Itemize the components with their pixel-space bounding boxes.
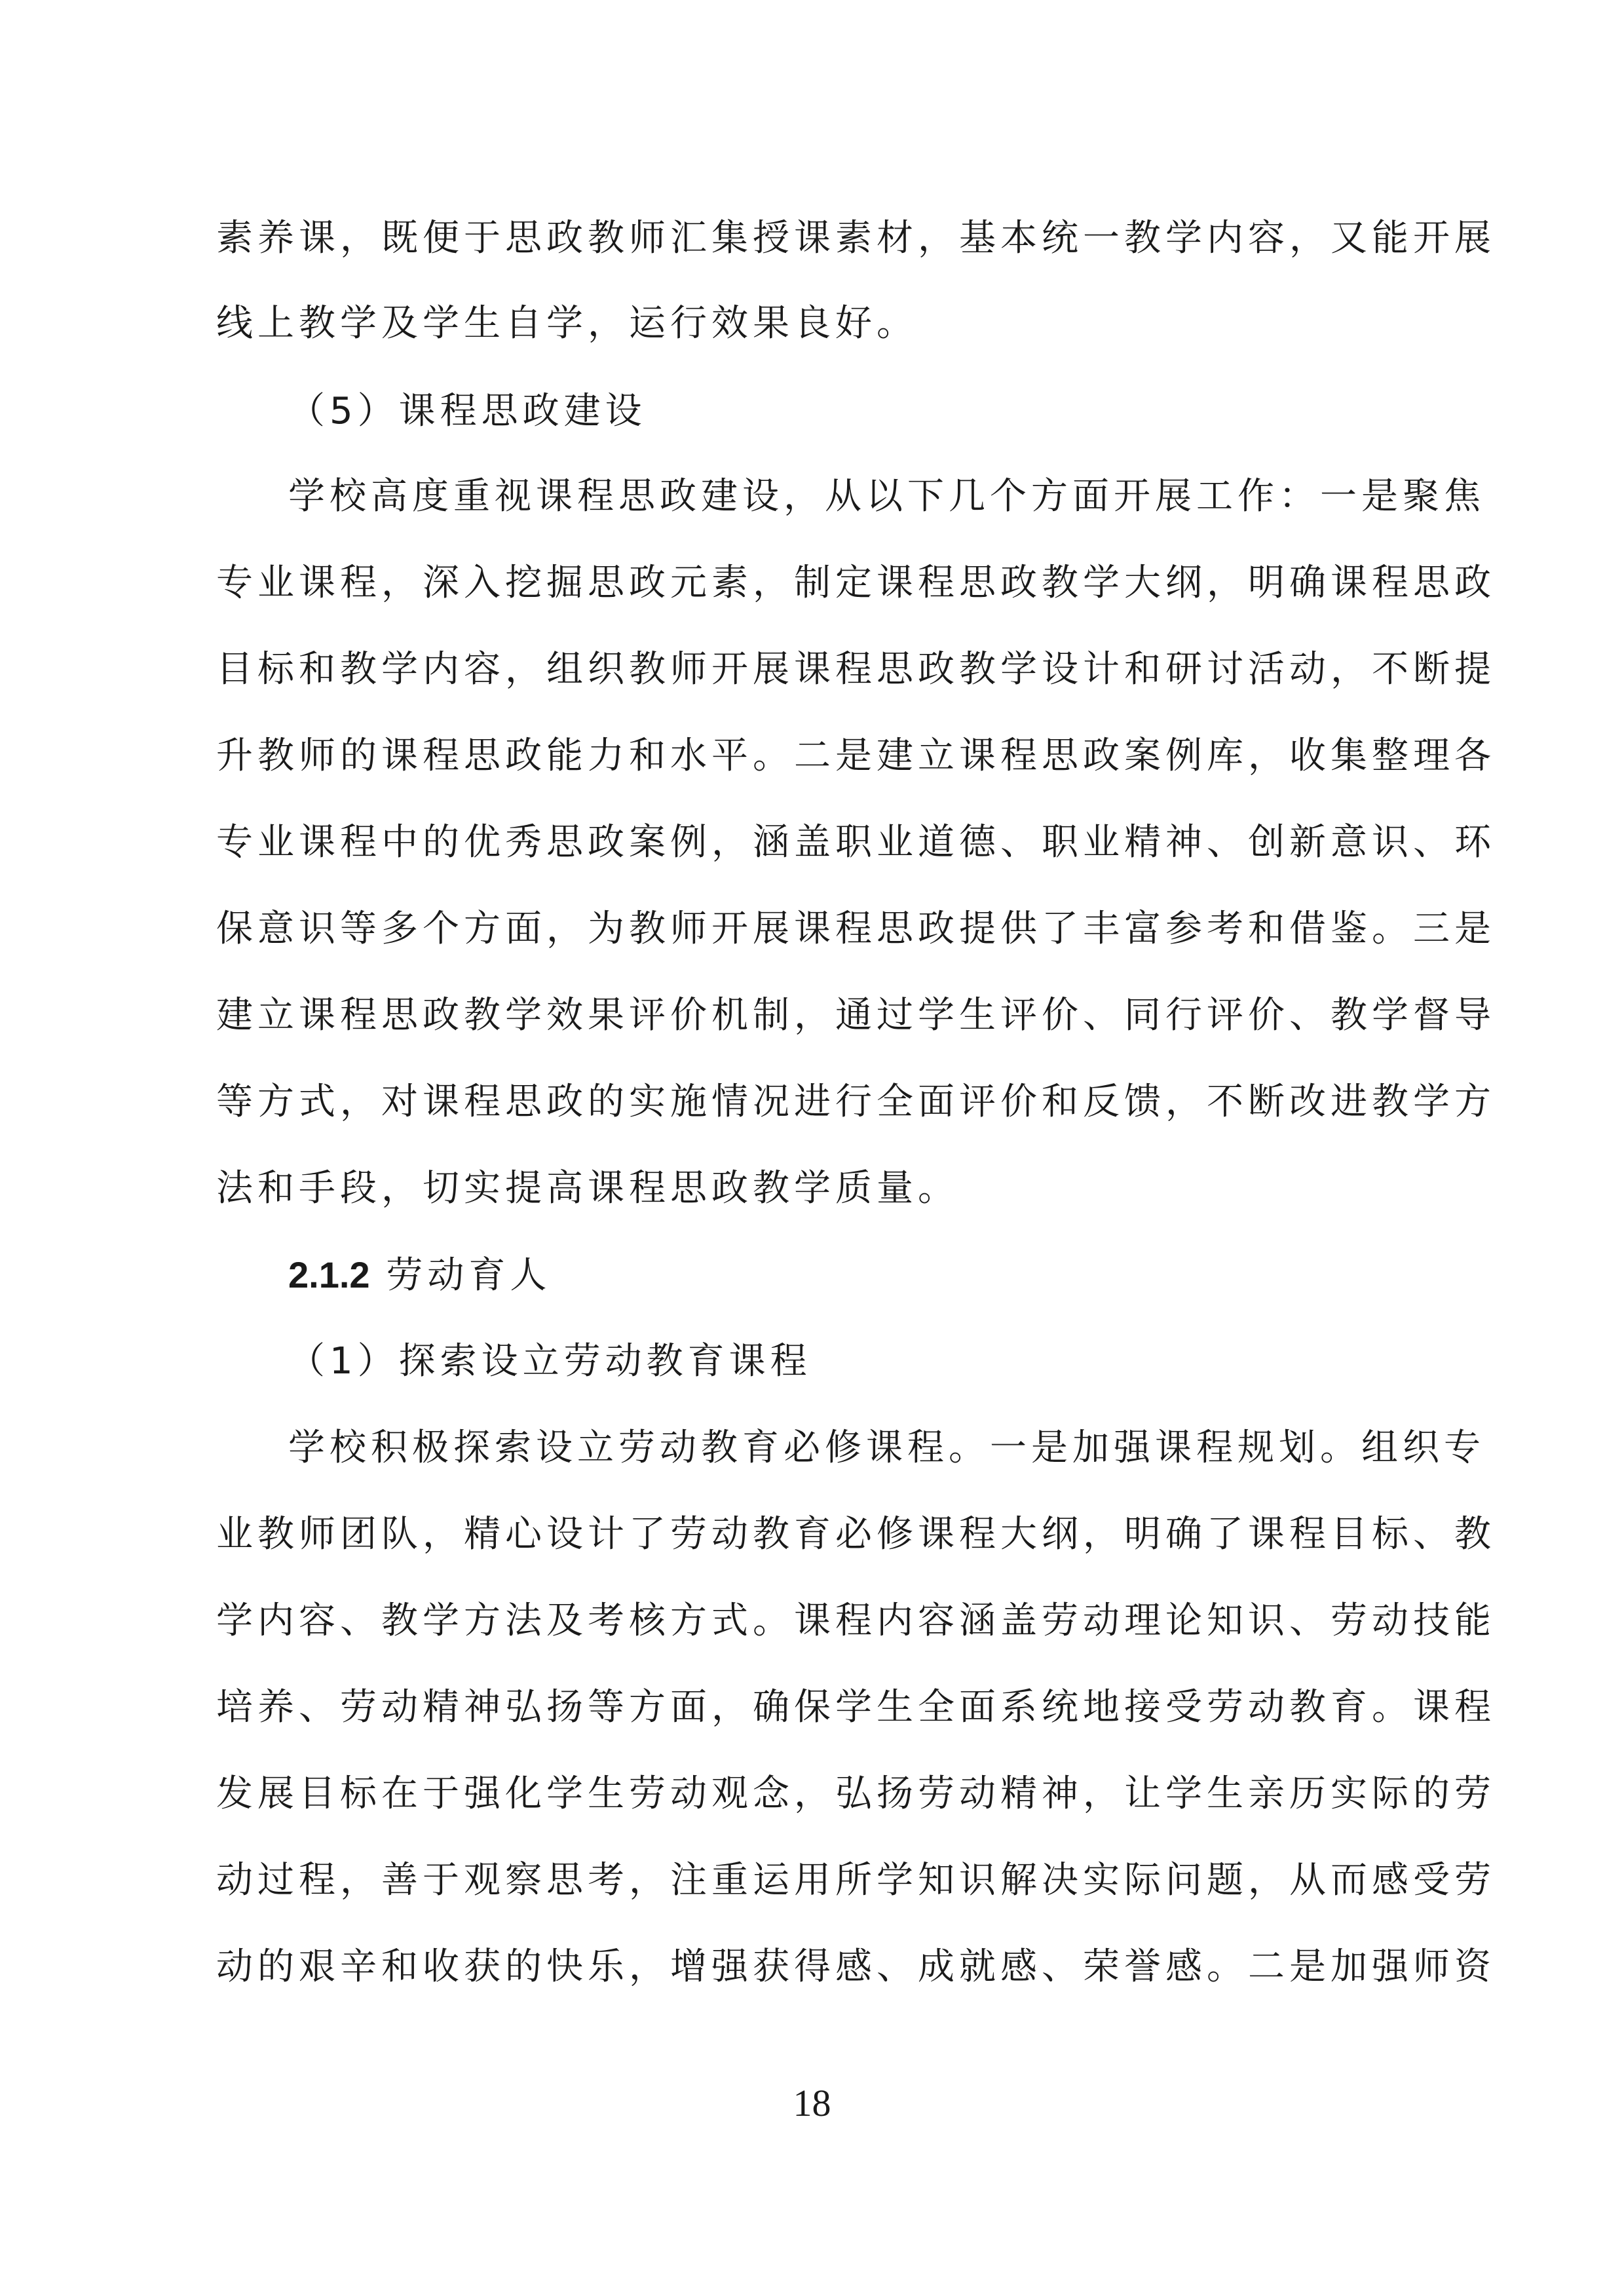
- paragraph-line: 素养课，既便于思政教师汇集授课素材，基本统一教学内容，又能开展: [216, 217, 1496, 259]
- paragraph-line: 等方式，对课程思政的实施情况进行全面评价和反馈，不断改进教学方: [216, 1081, 1496, 1123]
- section-heading: [288, 1254, 1487, 1296]
- paragraph-line: 学校高度重视课程思政建设，从以下几个方面开展工作：一是聚焦: [288, 475, 1485, 518]
- paragraph-line: 保意识等多个方面，为教师开展课程思政提供了丰富参考和借鉴。三是: [216, 908, 1496, 950]
- paragraph-line: 建立课程思政教学效果评价机制，通过学生评价、同行评价、教学督导: [216, 994, 1496, 1037]
- paragraph-line: 专业课程中的优秀思政案例，涵盖职业道德、职业精神、创新意识、环: [216, 821, 1496, 864]
- subsection-heading: （1）探索设立劳动教育课程: [288, 1340, 812, 1383]
- paragraph-line: 线上教学及学生自学，运行效果良好。: [216, 302, 918, 345]
- section-title: 劳动育人: [386, 1254, 552, 1297]
- paragraph-line: 发展目标在于强化学生劳动观念，弘扬劳动精神，让学生亲历实际的劳: [216, 1772, 1496, 1815]
- paragraph-line: 升教师的课程思政能力和水平。二是建立课程思政案例库，收集整理各: [216, 735, 1496, 777]
- paragraph-line: 动的艰辛和收获的快乐，增强获得感、成就感、荣誉感。二是加强师资: [216, 1945, 1496, 1988]
- subsection-heading: （5）课程思政建设: [288, 390, 647, 432]
- paragraph-line: 培养、劳动精神弘扬等方面，确保学生全面系统地接受劳动教育。课程: [216, 1686, 1496, 1729]
- paragraph-line: 学校积极探索设立劳动教育必修课程。一是加强课程规划。组织专: [288, 1426, 1485, 1469]
- paragraph-line: 动过程，善于观察思考，注重运用所学知识解决实际问题，从而感受劳: [216, 1859, 1496, 1902]
- paragraph-line: 专业课程，深入挖掘思政元素，制定课程思政教学大纲，明确课程思政: [216, 562, 1496, 604]
- page-number: 18: [793, 2082, 831, 2124]
- paragraph-line: 目标和教学内容，组织教师开展课程思政教学设计和研讨活动，不断提: [216, 648, 1496, 691]
- paragraph-line: 学内容、教学方法及考核方式。课程内容涵盖劳动理论知识、劳动技能: [216, 1599, 1496, 1642]
- paragraph-line: 法和手段，切实提高课程思政教学质量。: [216, 1167, 959, 1210]
- paragraph-line: 业教师团队，精心设计了劳动教育必修课程大纲，明确了课程目标、教: [216, 1513, 1496, 1556]
- section-number: 2.1.2: [288, 1254, 370, 1295]
